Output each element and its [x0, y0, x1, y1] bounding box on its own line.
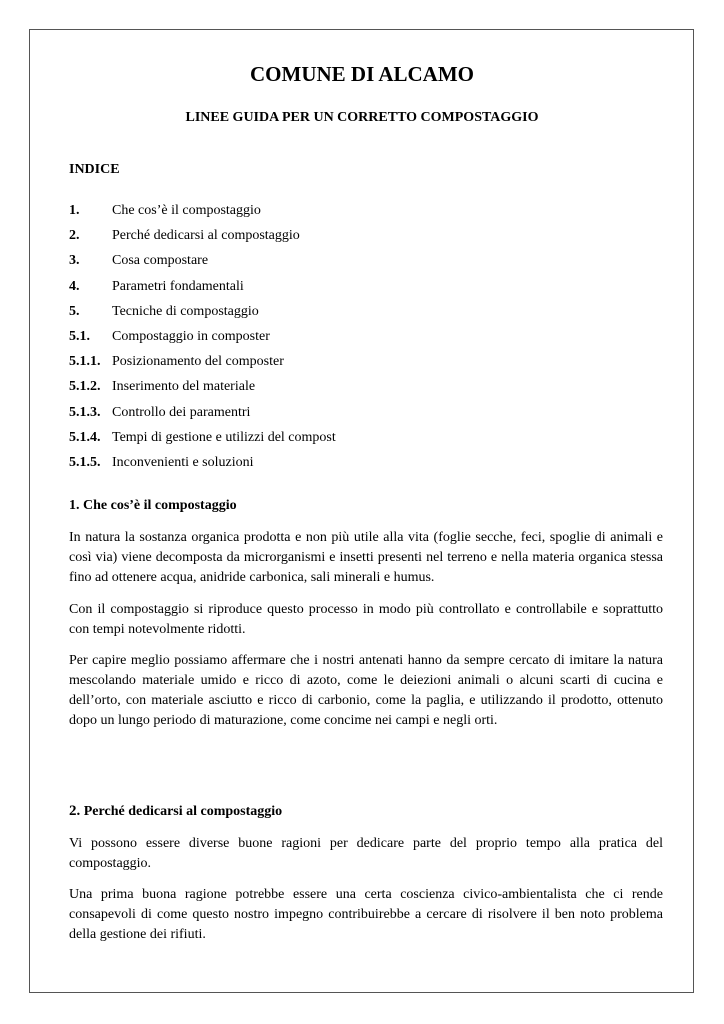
section-2-heading [69, 801, 282, 822]
toc-item [69, 302, 669, 327]
toc-text: Inserimento del materiale [112, 379, 256, 395]
index-heading: INDICE [69, 162, 120, 177]
toc-number: 1. [69, 203, 80, 218]
toc-text: Perché dedicarsi al compostaggio [112, 228, 300, 244]
document-subtitle: LINEE GUIDA PER UN CORRETTO COMPOSTAGGIO [185, 110, 539, 125]
toc-number: 4. [69, 278, 80, 294]
toc-number: 5.1.1. [69, 354, 101, 370]
toc-item [69, 226, 669, 251]
toc-item [69, 403, 669, 428]
toc-item [69, 352, 669, 377]
toc-number: 5.1.3. [69, 404, 101, 420]
toc-item [69, 201, 669, 226]
toc-item [69, 377, 669, 402]
toc-number: 5.1.4. [69, 429, 101, 445]
toc-text: Cosa compostare [112, 253, 209, 269]
toc-item [69, 277, 669, 302]
section-2-paragraph-2: Una prima buona ragione potrebbe essere una certa coscienza civico-ambientalista che ci rende consapevoli di come questo nostro impegno contribuirebbe a cercare di risolvere il ben noto problema della gestione dei rifiuti. [69, 887, 663, 942]
toc-text: Controllo dei paramentri [112, 404, 251, 420]
section-1-paragraph-2: Con il compostaggio si riproduce questo processo in modo più controllato e controllabile e soprattutto con tempi notevolmente ridotti. [69, 602, 663, 637]
section-1-paragraph-3: Per capire meglio possiamo affermare che i nostri antenati hanno da sempre cercato di imitare la natura mescolando materiale umido e ricco di azoto, come le deiezioni animali o alcuni scarti di cucina e dell’orto, con materiale asciutto e ricco di carbonio, come la paglia, e utilizzando il prodotto, ottenuto dopo un lungo periodo di maturazione, come concime nei campi e negli orti. [69, 653, 663, 728]
toc-number: 5.1.2. [69, 379, 101, 395]
section-2-title: Perché dedicarsi al compostaggio [83, 804, 283, 819]
section-1-paragraph-1: In natura la sostanza organica prodotta e non più utile alla vita (foglie secche, feci, spoglie di animali e così via) viene decomposta da microrganismi e insetti presenti nel terreno e nella materia organica stessa fino ad ottenere acqua, anidride carbonica, sali minerali e humus. [69, 530, 663, 585]
toc-text: Che cos’è il compostaggio [112, 203, 261, 218]
toc-text: Parametri fondamentali [112, 278, 244, 294]
table-of-contents [69, 201, 669, 478]
toc-number: 5.1. [69, 328, 90, 344]
toc-text: Compostaggio in composter [112, 328, 270, 344]
section-1-heading: 1. Che cos’è il compostaggio [69, 498, 237, 513]
toc-item [69, 251, 669, 276]
toc-number: 5.1.5. [69, 454, 101, 470]
toc-number: 3. [69, 253, 80, 269]
section-2-number: 2. [69, 803, 81, 819]
section-2-paragraph-1: Vi possono essere diverse buone ragioni per dedicare parte del proprio tempo alla pratica del compostaggio. [69, 836, 663, 871]
toc-text: Tempi di gestione e utilizzi del compost [112, 429, 336, 445]
toc-item [69, 327, 669, 352]
toc-number: 2. [69, 228, 80, 244]
toc-item [69, 428, 669, 453]
toc-item [69, 453, 669, 478]
toc-text: Inconvenienti e soluzioni [112, 454, 254, 470]
toc-text: Tecniche di compostaggio [112, 303, 259, 319]
document-title: COMUNE DI ALCAMO [250, 62, 474, 86]
toc-number: 5. [69, 303, 80, 319]
toc-text: Posizionamento del composter [112, 354, 284, 370]
